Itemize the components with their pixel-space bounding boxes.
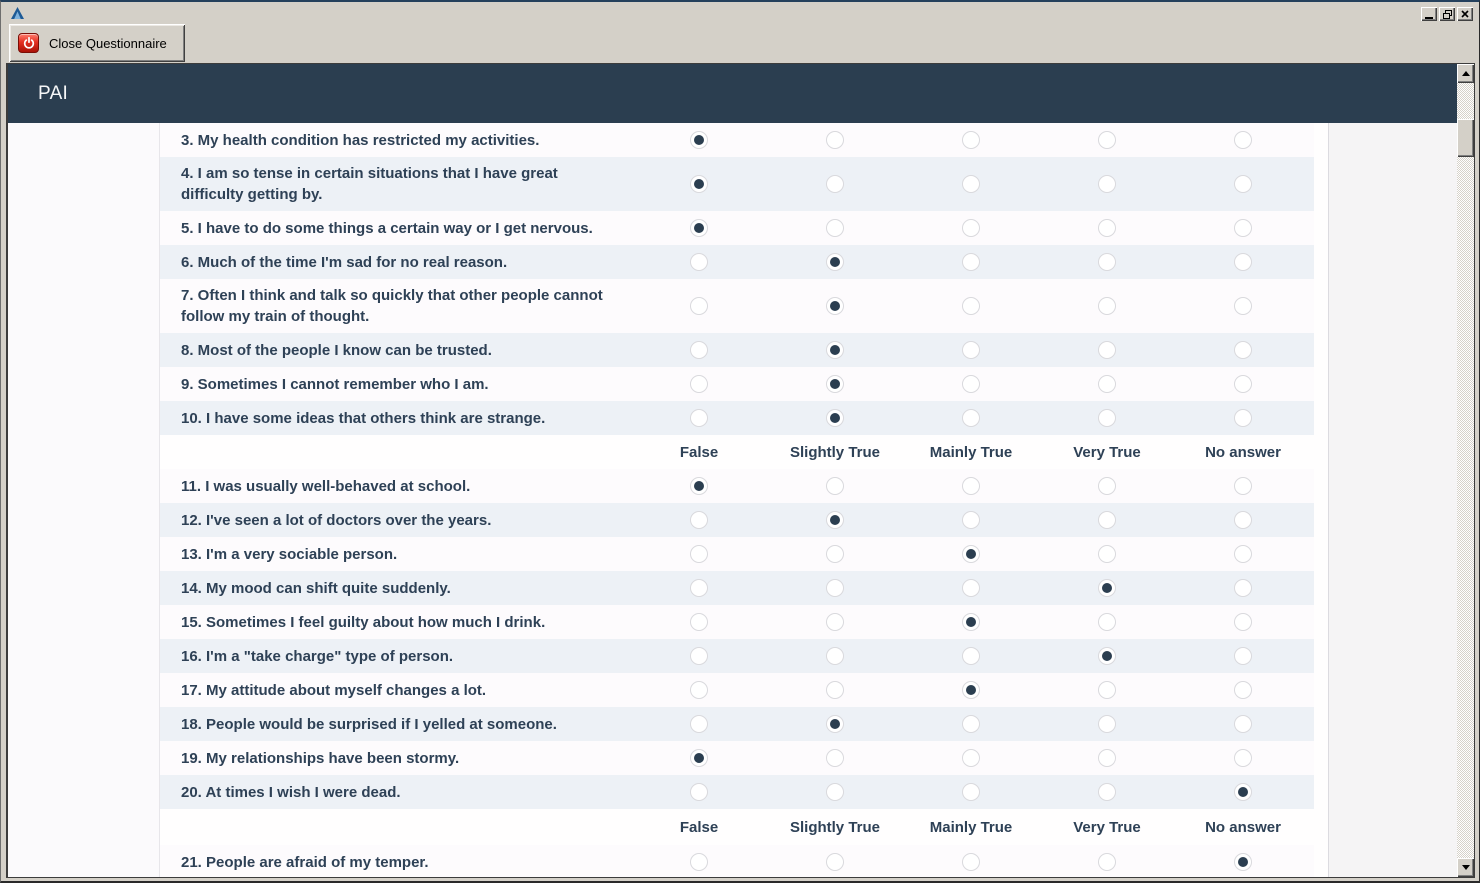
option-cell <box>631 545 767 563</box>
option-cell <box>631 853 767 871</box>
power-icon <box>18 33 39 53</box>
radio-q8-slightly-true[interactable] <box>826 341 844 359</box>
option-cell <box>631 613 767 631</box>
radio-q4-no-answer[interactable] <box>1234 175 1252 193</box>
option-cell <box>1175 613 1311 631</box>
radio-q3-very-true[interactable] <box>1098 131 1116 149</box>
radio-q7-no-answer[interactable] <box>1234 297 1252 315</box>
radio-q9-mainly-true[interactable] <box>962 375 980 393</box>
option-cell <box>1039 175 1175 193</box>
option-label-slightly-true: Slightly True <box>789 818 880 836</box>
option-cell <box>1175 749 1311 767</box>
radio-q11-false[interactable] <box>690 477 708 495</box>
radio-q11-mainly-true[interactable] <box>962 477 980 495</box>
option-cell <box>631 297 767 315</box>
question-row <box>160 245 1314 279</box>
radio-q6-slightly-true[interactable] <box>826 253 844 271</box>
option-cell <box>1039 783 1175 801</box>
radio-q5-false[interactable] <box>690 219 708 237</box>
question-row <box>160 157 1314 211</box>
option-cell <box>631 783 767 801</box>
radio-q3-slightly-true[interactable] <box>826 131 844 149</box>
radio-q19-false[interactable] <box>690 749 708 767</box>
question-text: 12. I've seen a lot of doctors over the years. <box>181 511 492 529</box>
question-text: 3. My health condition has restricted my activities. <box>181 131 540 149</box>
radio-q17-false[interactable] <box>690 681 708 699</box>
option-cell <box>1175 647 1311 665</box>
option-cell <box>1175 715 1311 733</box>
question-row <box>160 537 1314 571</box>
radio-q7-false[interactable] <box>690 297 708 315</box>
restore-icon <box>1443 10 1452 19</box>
question-row <box>160 741 1314 775</box>
close-icon <box>1461 10 1469 18</box>
radio-q18-slightly-true[interactable] <box>826 715 844 733</box>
window-controls <box>1421 7 1473 21</box>
question-row <box>160 333 1314 367</box>
option-cell <box>903 297 1039 315</box>
radio-q21-very-true[interactable] <box>1098 853 1116 871</box>
option-cell <box>1175 341 1311 359</box>
radio-q21-false[interactable] <box>690 853 708 871</box>
radio-q20-very-true[interactable] <box>1098 783 1116 801</box>
option-cell <box>631 409 767 427</box>
vertical-scrollbar[interactable] <box>1457 64 1474 877</box>
option-cell <box>903 511 1039 529</box>
option-cell <box>903 477 1039 495</box>
radio-q8-false[interactable] <box>690 341 708 359</box>
option-cell <box>1039 613 1175 631</box>
radio-q16-slightly-true[interactable] <box>826 647 844 665</box>
question-row <box>160 673 1314 707</box>
radio-q6-very-true[interactable] <box>1098 253 1116 271</box>
radio-q19-slightly-true[interactable] <box>826 749 844 767</box>
minimize-icon <box>1425 17 1433 19</box>
radio-q15-no-answer[interactable] <box>1234 613 1252 631</box>
toolbar <box>3 24 1477 63</box>
question-row <box>160 845 1314 877</box>
option-cell <box>767 579 903 597</box>
option-cell <box>767 297 903 315</box>
option-cell <box>903 253 1039 271</box>
radio-q21-mainly-true[interactable] <box>962 853 980 871</box>
option-cell <box>1175 783 1311 801</box>
question-row <box>160 211 1314 245</box>
option-cell <box>631 253 767 271</box>
question-row <box>160 469 1314 503</box>
option-cell <box>1039 853 1175 871</box>
option-cell <box>767 511 903 529</box>
radio-q17-no-answer[interactable] <box>1234 681 1252 699</box>
radio-q4-false[interactable] <box>690 175 708 193</box>
question-text: 5. I have to do some things a certain way or I get nervous. <box>181 219 593 237</box>
radio-q5-no-answer[interactable] <box>1234 219 1252 237</box>
option-cell <box>767 783 903 801</box>
option-label-false: False <box>679 818 719 836</box>
option-cell <box>1175 545 1311 563</box>
radio-q20-slightly-true[interactable] <box>826 783 844 801</box>
radio-q12-no-answer[interactable] <box>1234 511 1252 529</box>
radio-q18-false[interactable] <box>690 715 708 733</box>
question-text: 18. People would be surprised if I yelled at someone. <box>181 715 557 733</box>
radio-q18-mainly-true[interactable] <box>962 715 980 733</box>
option-cell <box>631 681 767 699</box>
radio-q19-very-true[interactable] <box>1098 749 1116 767</box>
option-cell <box>767 175 903 193</box>
option-cell <box>1175 253 1311 271</box>
radio-q21-no-answer[interactable] <box>1234 853 1252 871</box>
option-label-mainly-true: Mainly True <box>929 818 1013 836</box>
radio-q13-very-true[interactable] <box>1098 545 1116 563</box>
option-cell <box>903 647 1039 665</box>
radio-q12-false[interactable] <box>690 511 708 529</box>
option-cell <box>1175 477 1311 495</box>
option-cell <box>1039 409 1175 427</box>
close-window-button[interactable] <box>1457 7 1473 21</box>
option-cell <box>767 375 903 393</box>
option-cell <box>903 783 1039 801</box>
option-label-slightly-true: Slightly True <box>789 443 880 461</box>
radio-q4-mainly-true[interactable] <box>962 175 980 193</box>
radio-q9-no-answer[interactable] <box>1234 375 1252 393</box>
radio-q19-no-answer[interactable] <box>1234 749 1252 767</box>
option-cell <box>631 579 767 597</box>
radio-q6-mainly-true[interactable] <box>962 253 980 271</box>
option-cell <box>903 715 1039 733</box>
option-cell <box>1039 253 1175 271</box>
radio-q13-no-answer[interactable] <box>1234 545 1252 563</box>
option-cell <box>903 681 1039 699</box>
question-row <box>160 123 1314 157</box>
question-row <box>160 401 1314 435</box>
option-cell <box>1039 545 1175 563</box>
option-cell <box>767 647 903 665</box>
option-cell <box>1175 409 1311 427</box>
radio-q12-mainly-true[interactable] <box>962 511 980 529</box>
questionnaire-header <box>8 64 1457 123</box>
option-cell <box>903 749 1039 767</box>
option-cell <box>903 579 1039 597</box>
option-cell <box>1175 131 1311 149</box>
radio-q7-slightly-true[interactable] <box>826 297 844 315</box>
question-panel <box>159 123 1329 877</box>
question-row <box>160 367 1314 401</box>
radio-q21-slightly-true[interactable] <box>826 853 844 871</box>
option-cell <box>631 375 767 393</box>
option-cell <box>1039 511 1175 529</box>
option-cell <box>1039 297 1175 315</box>
option-cell <box>903 613 1039 631</box>
question-text: 14. My mood can shift quite suddenly. <box>181 579 451 597</box>
close-questionnaire-label: Close Questionnaire <box>49 35 167 51</box>
radio-q20-mainly-true[interactable] <box>962 783 980 801</box>
option-cell <box>1175 853 1311 871</box>
option-cell <box>1175 375 1311 393</box>
radio-q13-slightly-true[interactable] <box>826 545 844 563</box>
radio-q16-false[interactable] <box>690 647 708 665</box>
radio-q14-very-true[interactable] <box>1098 579 1116 597</box>
radio-q8-mainly-true[interactable] <box>962 341 980 359</box>
close-questionnaire-button[interactable] <box>9 24 185 62</box>
option-label-very-true: Very True <box>1073 818 1141 836</box>
radio-q15-very-true[interactable] <box>1098 613 1116 631</box>
question-row <box>160 571 1314 605</box>
radio-q3-mainly-true[interactable] <box>962 131 980 149</box>
question-row <box>160 605 1314 639</box>
radio-q14-mainly-true[interactable] <box>962 579 980 597</box>
radio-q3-no-answer[interactable] <box>1234 131 1252 149</box>
option-cell <box>1175 297 1311 315</box>
option-cell <box>903 175 1039 193</box>
questionnaire-view <box>6 63 1475 878</box>
app-logo-icon <box>11 7 24 19</box>
option-cell <box>1039 477 1175 495</box>
radio-q9-slightly-true[interactable] <box>826 375 844 393</box>
question-text: 8. Most of the people I know can be trusted. <box>181 341 492 359</box>
question-text: 6. Much of the time I'm sad for no real reason. <box>181 253 508 271</box>
option-cell <box>767 253 903 271</box>
radio-q10-no-answer[interactable] <box>1234 409 1252 427</box>
radio-q10-mainly-true[interactable] <box>962 409 980 427</box>
arrow-up-icon <box>1462 71 1470 76</box>
option-label-very-true: Very True <box>1073 443 1141 461</box>
option-cell <box>767 477 903 495</box>
radio-q16-no-answer[interactable] <box>1234 647 1252 665</box>
scrollbar-track[interactable] <box>1457 64 1474 877</box>
radio-q17-mainly-true[interactable] <box>962 681 980 699</box>
radio-q5-slightly-true[interactable] <box>826 219 844 237</box>
option-label-no-answer: No answer <box>1205 443 1281 461</box>
question-text: 10. I have some ideas that others think are strange. <box>181 409 546 427</box>
radio-q9-very-true[interactable] <box>1098 375 1116 393</box>
radio-q6-false[interactable] <box>690 253 708 271</box>
question-text: 7. Often I think and talk so quickly that other people cannot follow my train of thought. <box>181 287 603 325</box>
radio-q11-very-true[interactable] <box>1098 477 1116 495</box>
option-cell <box>631 219 767 237</box>
option-label-mainly-true: Mainly True <box>929 443 1013 461</box>
option-cell <box>1039 131 1175 149</box>
option-cell <box>1039 647 1175 665</box>
question-text: 21. People are afraid of my temper. <box>181 853 429 871</box>
option-cell <box>767 545 903 563</box>
radio-q4-very-true[interactable] <box>1098 175 1116 193</box>
question-row <box>160 639 1314 673</box>
radio-q12-very-true[interactable] <box>1098 511 1116 529</box>
option-cell <box>767 341 903 359</box>
radio-q13-false[interactable] <box>690 545 708 563</box>
option-cell <box>903 219 1039 237</box>
radio-q19-mainly-true[interactable] <box>962 749 980 767</box>
radio-q7-mainly-true[interactable] <box>962 297 980 315</box>
question-text: 16. I'm a "take charge" type of person. <box>181 647 454 665</box>
option-cell <box>903 853 1039 871</box>
option-cell <box>767 749 903 767</box>
option-cell <box>631 749 767 767</box>
option-cell <box>903 545 1039 563</box>
arrow-down-icon <box>1462 865 1470 870</box>
question-text: 15. Sometimes I feel guilty about how much I drink. <box>181 613 546 631</box>
option-cell <box>1039 715 1175 733</box>
radio-q8-very-true[interactable] <box>1098 341 1116 359</box>
radio-q20-no-answer[interactable] <box>1234 783 1252 801</box>
question-row <box>160 775 1314 809</box>
option-cell <box>1175 681 1311 699</box>
radio-q18-no-answer[interactable] <box>1234 715 1252 733</box>
title-bar <box>3 4 1477 24</box>
scrollbar-thumb[interactable] <box>1457 119 1474 157</box>
question-text: 11. I was usually well-behaved at school. <box>181 477 471 495</box>
radio-q16-mainly-true[interactable] <box>962 647 980 665</box>
radio-q7-very-true[interactable] <box>1098 297 1116 315</box>
question-row <box>160 503 1314 537</box>
option-cell <box>903 375 1039 393</box>
radio-q4-slightly-true[interactable] <box>826 175 844 193</box>
radio-q10-very-true[interactable] <box>1098 409 1116 427</box>
option-label-no-answer: No answer <box>1205 818 1281 836</box>
radio-q8-no-answer[interactable] <box>1234 341 1252 359</box>
option-cell <box>903 341 1039 359</box>
scroll-up-button[interactable] <box>1457 64 1474 83</box>
scroll-down-button[interactable] <box>1457 858 1474 877</box>
questionnaire-page <box>8 123 1457 877</box>
option-cell <box>1039 579 1175 597</box>
option-cell <box>767 853 903 871</box>
option-cell <box>1039 219 1175 237</box>
options-header-row <box>160 809 1314 845</box>
restore-button[interactable] <box>1439 7 1455 21</box>
questionnaire-title: PAI <box>38 83 69 104</box>
option-cell <box>1039 681 1175 699</box>
question-row <box>160 279 1314 333</box>
radio-q10-slightly-true[interactable] <box>826 409 844 427</box>
radio-q14-false[interactable] <box>690 579 708 597</box>
option-cell <box>1175 175 1311 193</box>
option-cell <box>631 647 767 665</box>
option-cell <box>631 341 767 359</box>
option-cell <box>1175 511 1311 529</box>
radio-q5-very-true[interactable] <box>1098 219 1116 237</box>
minimize-button[interactable] <box>1421 7 1437 21</box>
option-cell <box>767 131 903 149</box>
question-text: 17. My attitude about myself changes a lot. <box>181 681 487 699</box>
question-text: 20. At times I wish I were dead. <box>181 783 401 801</box>
option-cell <box>631 131 767 149</box>
question-text: 4. I am so tense in certain situations that I have great difficulty getting by. <box>181 165 558 203</box>
option-cell <box>767 681 903 699</box>
option-cell <box>631 511 767 529</box>
question-text: 19. My relationships have been stormy. <box>181 749 460 767</box>
options-header-row <box>160 435 1314 469</box>
option-cell <box>1039 375 1175 393</box>
radio-q18-very-true[interactable] <box>1098 715 1116 733</box>
radio-q15-slightly-true[interactable] <box>826 613 844 631</box>
option-cell <box>903 131 1039 149</box>
option-cell <box>767 219 903 237</box>
question-row <box>160 707 1314 741</box>
option-cell <box>767 409 903 427</box>
option-cell <box>767 613 903 631</box>
page-right-gutter <box>1329 123 1457 877</box>
radio-q9-false[interactable] <box>690 375 708 393</box>
radio-q17-slightly-true[interactable] <box>826 681 844 699</box>
option-cell <box>631 715 767 733</box>
radio-q10-false[interactable] <box>690 409 708 427</box>
option-cell <box>1175 219 1311 237</box>
radio-q15-mainly-true[interactable] <box>962 613 980 631</box>
question-text: 13. I'm a very sociable person. <box>181 545 398 563</box>
option-cell <box>631 175 767 193</box>
option-cell <box>631 477 767 495</box>
radio-q6-no-answer[interactable] <box>1234 253 1252 271</box>
option-cell <box>767 715 903 733</box>
radio-q3-false[interactable] <box>690 131 708 149</box>
radio-q11-no-answer[interactable] <box>1234 477 1252 495</box>
radio-q17-very-true[interactable] <box>1098 681 1116 699</box>
radio-q13-mainly-true[interactable] <box>962 545 980 563</box>
radio-q20-false[interactable] <box>690 783 708 801</box>
radio-q14-slightly-true[interactable] <box>826 579 844 597</box>
radio-q12-slightly-true[interactable] <box>826 511 844 529</box>
option-cell <box>1039 749 1175 767</box>
option-cell <box>903 409 1039 427</box>
radio-q15-false[interactable] <box>690 613 708 631</box>
radio-q5-mainly-true[interactable] <box>962 219 980 237</box>
question-text: 9. Sometimes I cannot remember who I am. <box>181 375 489 393</box>
radio-q11-slightly-true[interactable] <box>826 477 844 495</box>
radio-q16-very-true[interactable] <box>1098 647 1116 665</box>
option-cell <box>1039 341 1175 359</box>
radio-q14-no-answer[interactable] <box>1234 579 1252 597</box>
option-cell <box>1175 579 1311 597</box>
option-label-false: False <box>679 443 719 461</box>
